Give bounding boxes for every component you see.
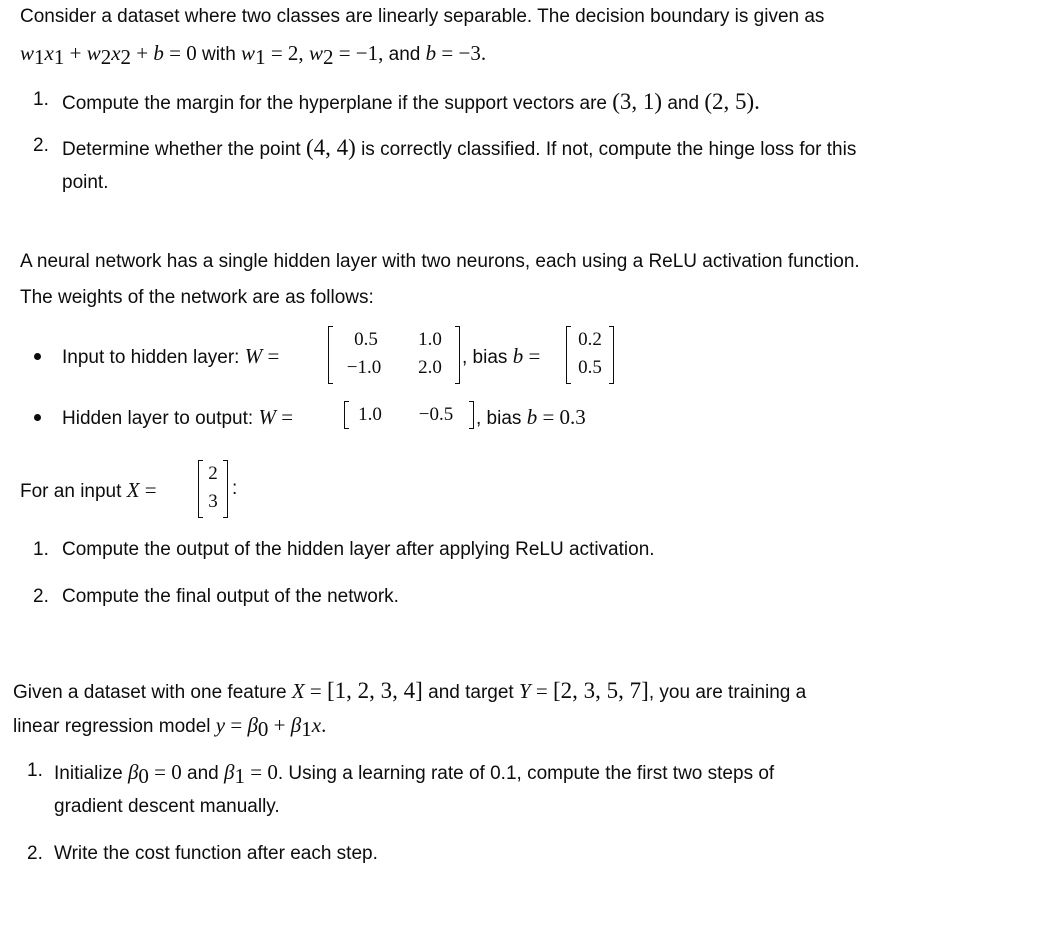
test-point: (4, 4) bbox=[305, 135, 356, 160]
bullet-dot bbox=[34, 414, 41, 421]
w2-value: −1, bbox=[355, 41, 384, 65]
bullet1-label: Input to hidden layer: W = bbox=[62, 344, 280, 368]
output-bias-value: 0.3 bbox=[559, 405, 586, 429]
bullet2-label: Hidden layer to output: W = bbox=[62, 405, 294, 429]
vector-cell: 3 bbox=[208, 491, 218, 512]
lr-intro-line2: linear regression model $y = \beta_0 + \beta_1x$. bbox=[13, 713, 327, 741]
lr-item-1-cont: gradient descent manually. bbox=[54, 796, 280, 817]
lr-item-2: Write the cost function after each step. bbox=[54, 843, 378, 864]
lr-intro-line1: Given a dataset with one feature X = [1, 2, 3, 4] and target Y = [2, 3, 5, 7], you are training a bbox=[13, 678, 807, 703]
matrix-cell: 1.0 bbox=[418, 329, 442, 350]
nn-intro-line2: The weights of the network are as follows: bbox=[20, 287, 374, 308]
and-text: and bbox=[388, 44, 421, 65]
bullet2-bias: , bias b = 0.3 bbox=[476, 405, 586, 429]
svm-item-2-number: 2. bbox=[33, 135, 49, 156]
svm-item-1: Compute the margin for the hyperplane if the support vectors are (3, 1) and (2, 5). bbox=[62, 89, 760, 114]
bullet1-bias-label: , bias b = bbox=[462, 344, 541, 368]
matrix-cell: −1.0 bbox=[346, 357, 382, 378]
output-weight-row bbox=[344, 401, 474, 429]
input-vector bbox=[198, 460, 228, 518]
row-cell: −0.5 bbox=[418, 404, 454, 425]
b-value: −3. bbox=[458, 41, 487, 65]
bullet-dot bbox=[34, 353, 41, 360]
w1-value: 2, bbox=[287, 41, 304, 65]
svm-item-2-cont: point. bbox=[62, 172, 109, 193]
hidden-bias-vector bbox=[566, 326, 614, 384]
lr-item-2-number: 2. bbox=[27, 843, 43, 864]
nn-item-1: Compute the output of the hidden layer after applying ReLU activation. bbox=[62, 539, 655, 560]
nn-intro-line1: A neural network has a single hidden layer with two neurons, each using a ReLU activation function. bbox=[20, 251, 860, 272]
lr-item-1-number: 1. bbox=[27, 760, 43, 781]
nn-item-1-number: 1. bbox=[33, 539, 49, 560]
feature-values: [1, 2, 3, 4] bbox=[327, 678, 423, 703]
lr-item-1: Initialize $\beta_0 = 0$ and $\beta_1 = 0$. Using a learning rate of 0.1, compute the first two steps of bbox=[54, 760, 775, 788]
svm-item-2: Determine whether the point (4, 4) is correctly classified. If not, compute the hinge loss for this bbox=[62, 135, 857, 160]
colon: : bbox=[232, 478, 238, 499]
vector-cell: 0.2 bbox=[578, 329, 602, 350]
vector-cell: 0.5 bbox=[578, 357, 602, 378]
input-label: For an input X = bbox=[20, 478, 157, 502]
svm-item-1-number: 1. bbox=[33, 89, 49, 110]
target-values: [2, 3, 5, 7] bbox=[553, 678, 649, 703]
hidden-weight-matrix bbox=[328, 326, 460, 384]
matrix-cell: 2.0 bbox=[418, 357, 442, 378]
vector-cell: 2 bbox=[208, 463, 218, 484]
row-cell: 1.0 bbox=[358, 404, 382, 425]
support-vector-1: (3, 1) bbox=[612, 89, 663, 114]
support-vector-2: (2, 5). bbox=[704, 89, 760, 114]
nn-item-2-number: 2. bbox=[33, 586, 49, 607]
svm-equation-line: $w_1x_1 + w_2x_2 + b = 0$ with $w_1 = 2$, $w_2 = -1$, and b = −3. bbox=[20, 41, 487, 69]
with-text: with bbox=[201, 44, 236, 65]
svm-intro-line1: Consider a dataset where two classes are linearly separable. The decision boundary is given as bbox=[20, 6, 825, 27]
nn-item-2: Compute the final output of the network. bbox=[62, 586, 399, 607]
matrix-cell: 0.5 bbox=[354, 329, 378, 350]
